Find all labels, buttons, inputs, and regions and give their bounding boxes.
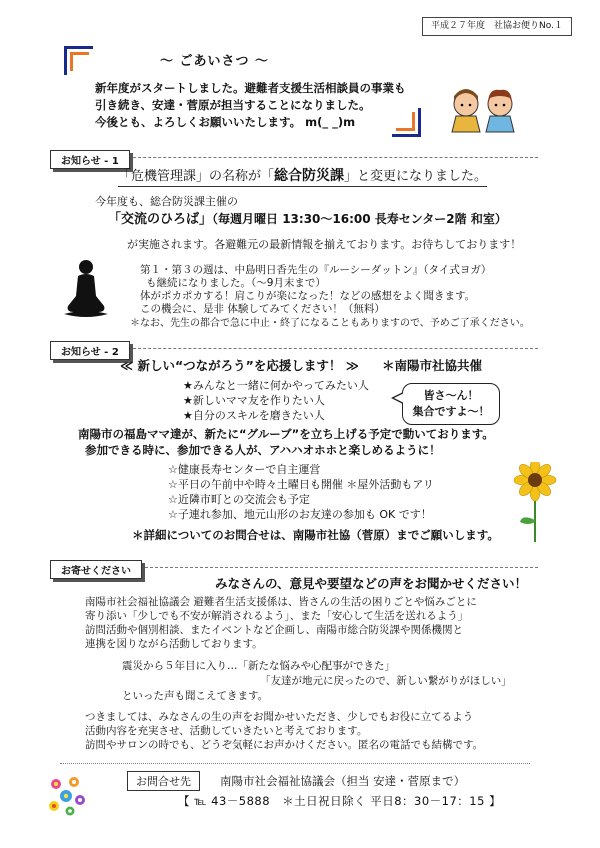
bubble-line: 皆さ～ん！	[423, 389, 479, 402]
wish-item: ★みんなと一緒に何かやってみたい人	[183, 379, 369, 392]
request-paragraph-line: つきましては、みなさんの生の声をお聞かせいただき、少しでもお役に立てるよう	[85, 711, 474, 723]
rename-title-pre: 「危機管理課」の名称が「	[118, 169, 275, 184]
section-divider	[118, 157, 538, 158]
group-feature: ☆平日の午前中や時々土曜日も開催 ＊屋外活動もアリ	[168, 478, 434, 491]
greeting-title: ～ ごあいさつ ～	[160, 54, 270, 69]
notice-2-label: お知らせ - 2	[50, 341, 130, 360]
greeting-line: 今後とも、よろしくお願いいたします。 m(_ _)m	[95, 115, 356, 129]
event-detail: （毎週月曜日 13:30～16:00 長寿センター2階 和室）	[212, 212, 507, 226]
voice-quote-tail: といった声も聞こえてきます。	[122, 690, 269, 702]
voice-quote: 震災から５年目に入り…「新たな悩みや心配事ができた」	[122, 660, 395, 672]
rename-new-name: 総合防災課	[274, 168, 345, 184]
group-inquiry: ＊詳細についてのお問合せは、南陽市社協（菅原）までご願いします。	[132, 528, 499, 542]
contact-label: お問合せ先	[127, 771, 200, 791]
wish-item: ★新しいママ友を作りたい人	[183, 394, 325, 407]
yoga-line: 第１・第３の週は、中島明日香先生の『ルーシーダットン』（タイ式ヨガ）	[140, 264, 492, 276]
section-divider	[130, 567, 538, 568]
corner-bracket-top-left	[64, 46, 93, 75]
request-paragraph-line: 連携を図りながら活動しております。	[85, 638, 263, 650]
sunflower-icon	[512, 462, 558, 544]
event-intro: 今年度も、総合防災課主催の	[95, 195, 238, 208]
request-paragraph-line: 訪問やサロンの時でも、どうぞ気軽にお声かけください。匿名の電話でも結構です。	[85, 739, 484, 751]
request-paragraph-line: 寄り添い「少しでも不安が解消されるよう」、また「安心して生活を送れるよう」	[85, 610, 469, 622]
yoga-caution: ＊なお、先生の都合で急に中止・終了になることもありますので、予めご了承ください。	[130, 318, 530, 329]
notice-1-label: お知らせ - 1	[50, 150, 130, 169]
flowers-icon	[44, 772, 90, 818]
bubble-line: 集合ですよ～！	[412, 405, 490, 418]
request-paragraph-line: 活動内容を充実させ、活動していきたいと考えております。	[85, 725, 368, 737]
group-intro-line: 参加できる時に、参加できる人が、アハハオホホと楽しめるように！	[85, 443, 441, 457]
wish-item: ★自分のスキルを磨きたい人	[183, 409, 325, 422]
greeting-line: 新年度がスタートしました。避難者支援生活相談員の事業も	[95, 81, 406, 95]
rename-title-post: 」と変更になりました。	[344, 169, 488, 184]
contact-organization: 南陽市社会福祉協議会（担当 安達・菅原まで）	[220, 774, 466, 788]
contact-divider	[60, 763, 530, 764]
request-paragraph-line: 訪問活動や個別相談、またイベントなど企画し、南陽市総合防災課や関係機関と	[85, 624, 463, 636]
notice-2-sponsor: ＊南陽市社協共催	[382, 358, 483, 373]
section-divider	[118, 348, 538, 349]
group-feature: ☆近隣市町との交流会も予定	[168, 493, 310, 506]
corner-bracket-bottom-right	[392, 108, 421, 137]
group-intro-line: 南陽市の福島ママ達が、新たに“グルーブ”を立ち上げる予定で動いております。	[78, 427, 494, 441]
speech-bubble	[402, 383, 500, 425]
yoga-line: この機会に、是非 体験してみてください！（無料）	[140, 303, 385, 315]
group-feature: ☆健康長寿センターで自主運営	[168, 463, 321, 476]
event-name: 「交流のひろば」	[108, 212, 213, 227]
request-paragraph-line: 南陽市社会福祉協議会 避難者生活支援係は、皆さんの生活の困りごとや悩みごとに	[85, 596, 477, 608]
contact-phone: 【 ℡ 43－5888 ＊土日祝日除く 平日8：30－17：15 】	[178, 794, 502, 808]
yoga-silhouette-icon	[62, 258, 110, 320]
yoga-line: 体がポカポカする！肩こりが楽になった！などの感想をよく聞きます。	[140, 290, 476, 302]
voice-quote: 「友達が地元に戻ったので、新しい繋がりがほしい」	[260, 675, 512, 687]
newsletter-number-label: 平成２７年度 社協お便りNo.１	[422, 17, 572, 36]
request-headline: みなさんの、意見や要望などの声をお聞かせください！	[215, 576, 528, 591]
greeting-line: 引き続き、安達・菅原が担当することになりました。	[95, 98, 371, 112]
request-label: お寄せください	[50, 560, 142, 579]
event-note: が実施されます。各避難元の最新情報を揃えております。お待ちしております！	[127, 238, 522, 251]
yoga-line: も継続になりました。（～9月末まで）	[146, 277, 326, 289]
group-feature: ☆子連れ参加、地元山形のお友達の参加も OK です！	[168, 508, 432, 521]
event-heading	[108, 208, 507, 227]
notice-2-headline: ≪ 新しい“つながろう”を応援します！ ≫	[120, 358, 359, 373]
rename-announcement	[118, 165, 487, 187]
bowing-couple-illustration	[438, 84, 528, 134]
